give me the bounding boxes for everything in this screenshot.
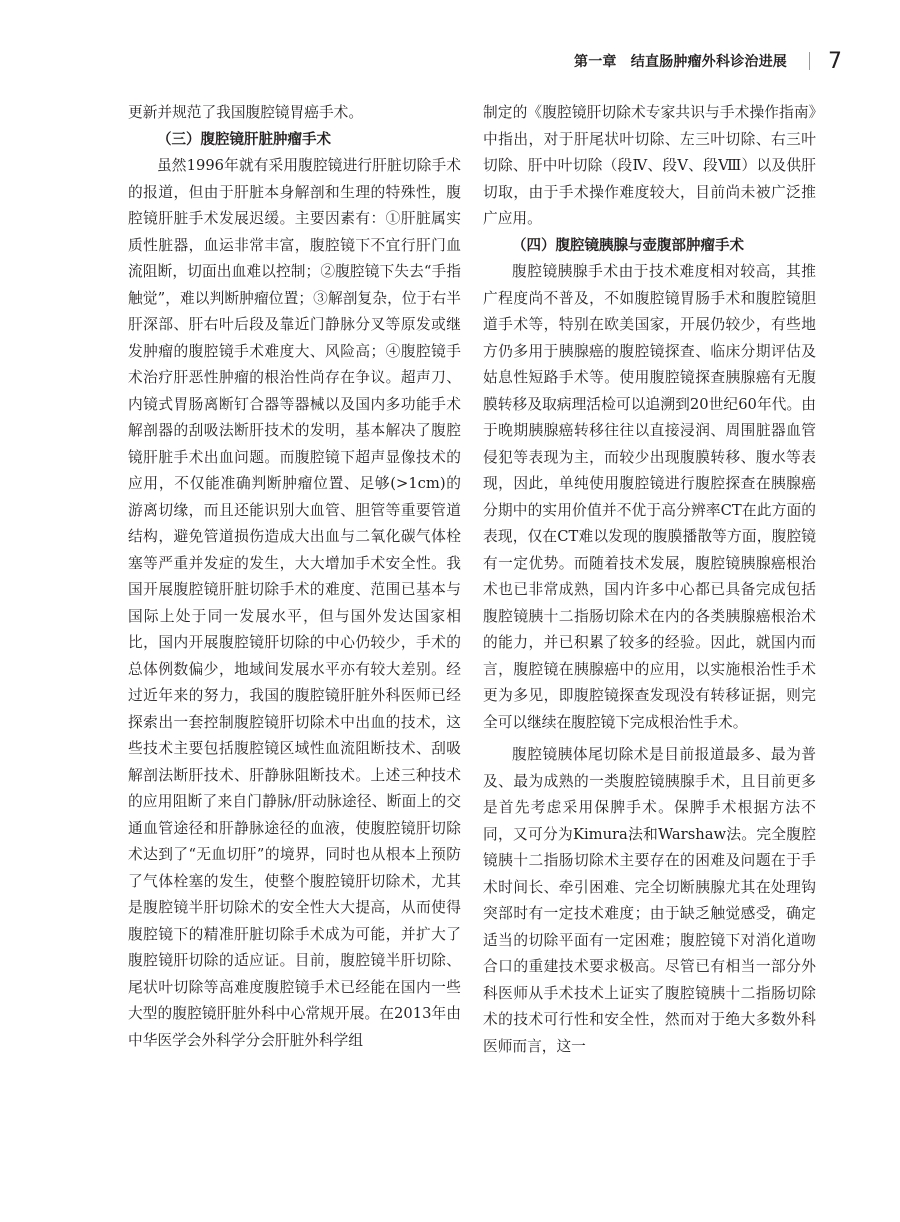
section-heading-pancreas: （四）腹腔镜胰腺与壶腹部肿瘤手术: [512, 237, 744, 254]
right-column: [483, 100, 816, 1060]
left-carryover-paragraph: 更新并规范了我国腹腔镜胃癌手术。: [128, 104, 364, 121]
header-divider: [809, 52, 810, 70]
pancreas-paragraph-1: 腹腔镜胰腺手术由于技术难度相对较高，其推广程度尚不普及，不如腹腔镜胃肠手术和腹腔镜胆道手术等，特别在欧美国家，开展仍较少，有些地方仍多用于胰腺癌的腹腔镜探查、临床分期评估及姑息性短路手术等。使用腹腔镜探查胰腺癌有无腹膜转移及取病理活检可以追溯到20世纪60年代。由于晚期胰腺癌转移往往以直接浸润、周围脏器血管侵犯等表现为主，而较少出现腹膜转移、腹水等表现，因此，单纯使用腹腔镜进行腹腔探查在胰腺癌分期中的实用价值并不优于高分辨率CT在此方面的表现，仅在CT难以发现的腹膜播散等方面，腹腔镜有一定优势。而随着技术发展，腹腔镜胰腺癌根治术也已非常成熟，国内许多中心都已具备完成包括腹腔镜胰十二指肠切除术在内的各类胰腺癌根治术的能力，并已积累了较多的经验。因此，就国内而言，腹腔镜在胰腺癌中的应用，以实施根治性手术更为多见，即腹腔镜探查发现没有转移证据，则完全可以继续在腹腔镜下完成根治性手术。: [483, 263, 816, 731]
running-header: [574, 46, 842, 76]
left-column: [128, 100, 461, 1054]
page-number: 7: [828, 48, 842, 74]
pancreas-paragraph-2: 腹腔镜胰体尾切除术是目前报道最多、最为普及、最为成熟的一类腹腔镜胰腺手术，且目前更多是首先考虑采用保脾手术。保脾手术根据方法不同，又可分为Kimura法和Warshaw法。完全腹腔镜胰十二指肠切除术主要存在的困难及问题在于手术时间长、牵引困难、完全切断胰腺尤其在处理钩突部时有一定技术难度；由于缺乏触觉感受，确定适当的切除平面有一定困难；腹腔镜下对消化道吻合口的重建技术要求极高。尽管已有相当一部分外科医师从手术技术上证实了腹腔镜胰十二指肠切除术的技术可行性和安全性，然而对于绝大多数外科医师而言，这一: [483, 746, 816, 1055]
liver-paragraph: 虽然1996年就有采用腹腔镜进行肝脏切除手术的报道，但由于肝脏本身解剖和生理的特殊性，腹腔镜肝脏手术发展迟缓。主要因素有：①肝脏属实质性脏器，血运非常丰富，腹腔镜下不宜行肝门血流阻断，切面出血难以控制；②腹腔镜下失去“手指触觉”，难以判断肿瘤位置；③解剖复杂，位于右半肝深部、肝右叶后段及靠近门静脉分叉等原发或继发肿瘤的腹腔镜手术难度大、风险高；④腹腔镜手术治疗肝恶性肿瘤的根治性尚存在争议。超声刀、内镜式胃肠离断钉合器等器械以及国内多功能手术解剖器的刮吸法断肝技术的发明，基本解决了腹腔镜肝脏手术出血问题。而腹腔镜下超声显像技术的应用，不仅能准确判断肿瘤位置、足够(>1cm)的游离切缘，而且还能识别大血管、胆管等重要管道结构，避免管道损伤造成大出血与二氧化碳气体栓塞等严重并发症的发生，大大增加手术安全性。我国开展腹腔镜肝脏切除手术的难度、范围已基本与国际上处于同一发展水平，但与国外发达国家相比，国内开展腹腔镜肝切除的中心仍较少，手术的总体例数偏少，地域间发展水平亦有较大差别。经过近年来的努力，我国的腹腔镜肝脏外科医师已经探索出一套控制腹腔镜肝切除术中出血的技术，这些技术主要包括腹腔镜区域性血流阻断技术、刮吸解剖法断肝技术、肝静脉阻断技术。上述三种技术的应用阻断了来自门静脉/肝动脉途径、断面上的交通血管途径和肝静脉途径的血液，使腹腔镜肝切除术达到了“无血切肝”的境界，同时也从根本上预防了气体栓塞的发生，使整个腹腔镜肝切除术，尤其是腹腔镜半肝切除术的安全性大大提高，从而使得腹腔镜下的精准肝脏切除手术成为可能，并扩大了腹腔镜肝切除的适应证。目前，腹腔镜半肝切除、尾状叶切除等高难度腹腔镜手术已经能在国内一些大型的腹腔镜肝脏外科中心常规开展。在2013年由中华医学会外科学分会肝脏外科学组: [128, 157, 461, 1049]
chapter-title: 第一章 结直肠肿瘤外科诊治进展: [574, 54, 787, 70]
right-carryover-paragraph: 制定的《腹腔镜肝切除术专家共识与手术操作指南》中指出，对于肝尾状叶切除、左三叶切除、右三叶切除、肝中叶切除（段Ⅳ、段Ⅴ、段Ⅷ）以及供肝切取，由于手术操作难度较大，目前尚未被广泛推广应用。: [483, 104, 816, 227]
section-heading-liver: （三）腹腔镜肝脏肿瘤手术: [157, 131, 331, 148]
